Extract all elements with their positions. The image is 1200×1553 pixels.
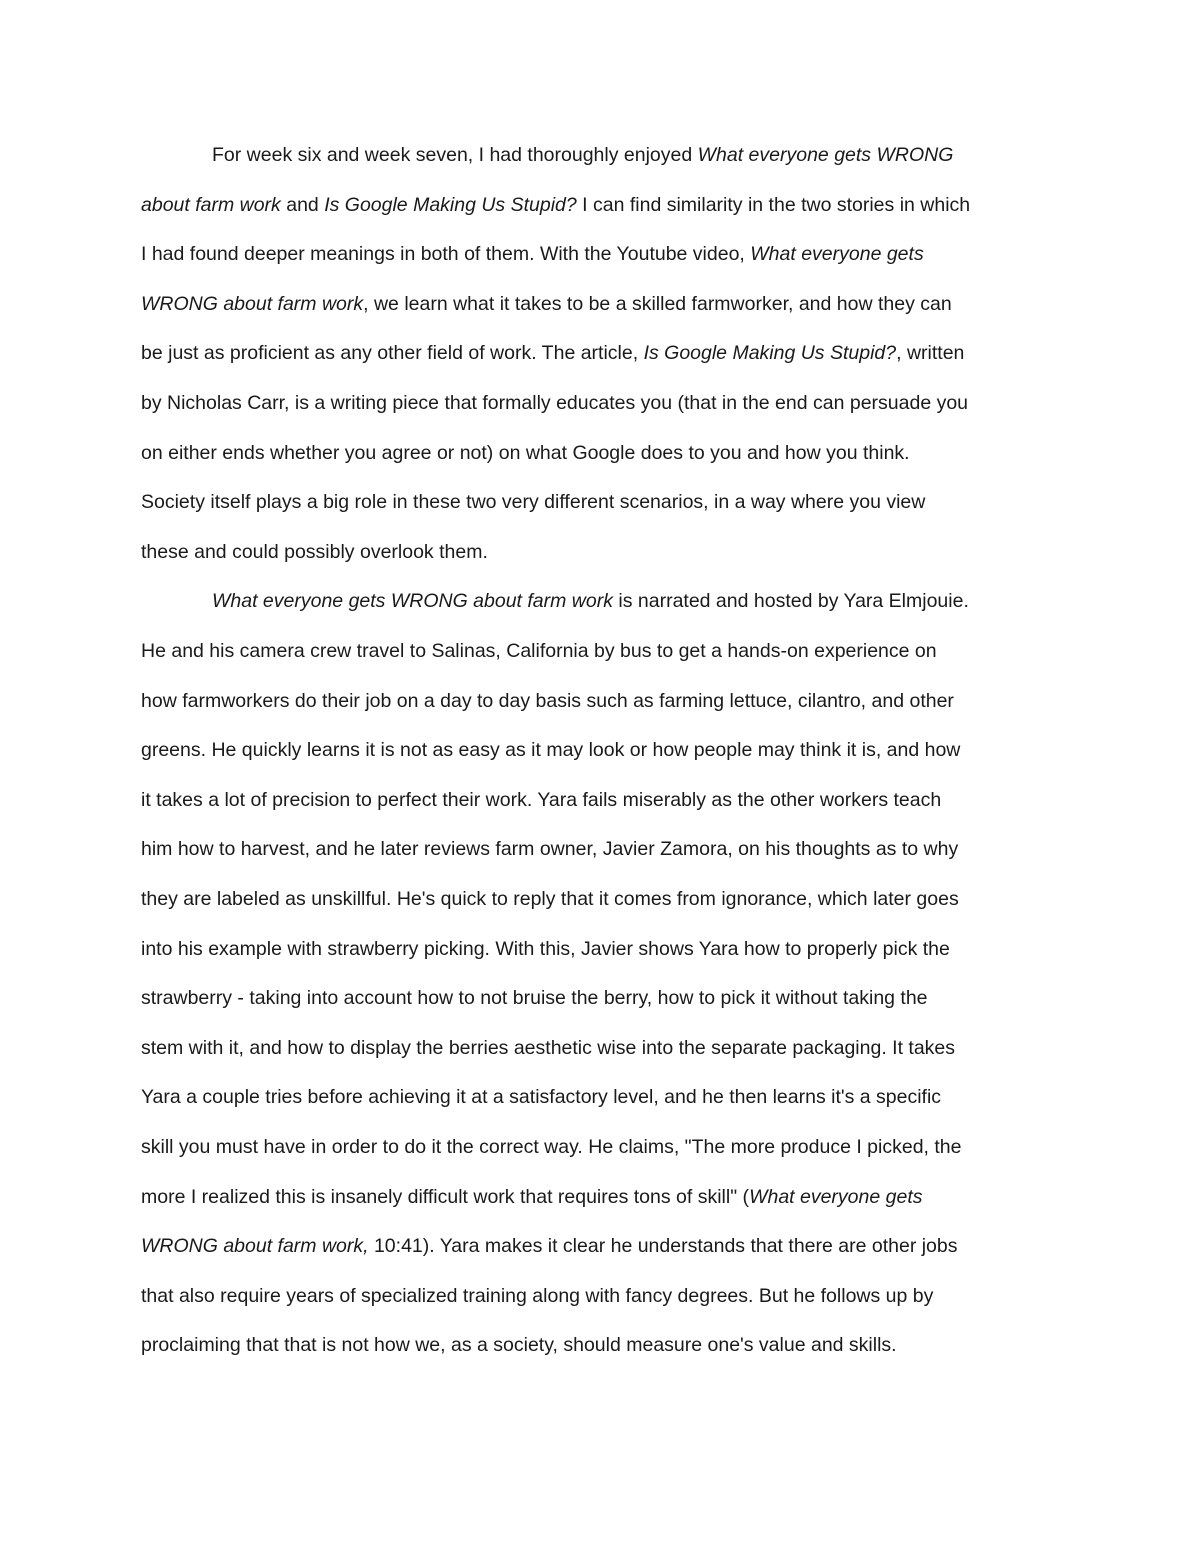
body-text: it takes a lot of precision to perfect their work. Yara fails miserably as the other workers teach [141,788,942,811]
body-text: greens. He quickly learns it is not as easy as it may look or how people may think it is, and how [141,739,961,762]
body-text: skill you must have in order to do it the correct way. He claims, "The more produce I picked, the [141,1136,962,1158]
body-text: be just as proficient as any other field of work. The article, [141,342,644,365]
body-text: by Nicholas Carr, is a writing piece that formally educates you (that in the end can persuade you [141,392,969,414]
body-text: they are labeled as unskillful. He's quick to reply that it comes from ignorance, which later goes [141,888,959,910]
italic-title-text: WRONG about farm work, [141,1235,369,1258]
body-text: I had found deeper meanings in both of them. With the Youtube video, [141,243,751,266]
paragraph-line [141,1085,941,1109]
paragraph-line [141,837,958,861]
body-text: stem with it, and how to display the berries aesthetic wise into the separate packaging. It takes [141,1036,956,1059]
italic-title-text: What everyone gets WRONG [697,144,954,166]
body-text: on either ends whether you agree or not) on what Google does to you and how you think. [141,441,910,464]
paragraph-line [141,1284,933,1308]
body-text: , written [896,342,965,365]
paragraph-line [212,589,969,613]
body-text: 10:41). Yara makes it clear he understands that there are other jobs [368,1235,958,1258]
italic-title-text: What everyone gets [750,243,924,266]
paragraph-line [141,193,970,217]
paragraph-line [141,1185,923,1209]
paragraph-line [141,1333,897,1357]
body-text: I can find similarity in the two stories in which [576,193,971,216]
paragraph-line [141,391,968,415]
body-text: how farmworkers do their job on a day to day basis such as farming lettuce, cilantro, and other [141,689,954,712]
paragraph-line [141,639,937,663]
paragraph-line [141,689,954,713]
body-text: more I realized this is insanely difficult work that requires tons of skill" ( [141,1185,750,1208]
paragraph-line [141,1135,962,1159]
italic-title-text: What everyone gets [749,1185,923,1208]
body-text: He and his camera crew travel to Salinas, California by bus to get a hands-on experience on [141,640,937,662]
italic-title-text: about farm work [141,193,281,216]
paragraph-line [141,788,941,812]
body-text: strawberry - taking into account how to not bruise the berry, how to pick it without taking the [141,987,928,1010]
body-text: and [280,193,325,216]
italic-title-text: Is Google Making Us Stupid? [643,342,897,365]
paragraph-line [141,1234,958,1258]
paragraph-line [212,143,953,167]
paragraph-line [141,292,952,316]
body-text: into his example with strawberry picking. With this, Javier shows Yara how to properly pick the [141,937,950,960]
body-text: , we learn what it takes to be a skilled farmworker, and how they can [363,292,952,315]
paragraph-line [141,242,924,266]
paragraph-line [141,887,959,911]
body-text: him how to harvest, and he later reviews farm owner, Javier Zamora, on his thoughts as to why [141,838,959,861]
italic-title-text: Is Google Making Us Stupid? [324,193,577,216]
paragraph-line [141,738,960,762]
paragraph-line [141,1036,955,1060]
paragraph-line [141,341,964,365]
body-text: proclaiming that that is not how we, as a society, should measure one's value and skills. [141,1334,897,1357]
paragraph-line [141,540,488,564]
paragraph-line [141,490,925,514]
body-text: is narrated and hosted by Yara Elmjouie. [612,590,969,613]
paragraph-line [141,986,928,1010]
italic-title-text: WRONG about farm work [141,292,364,315]
body-text: Society itself plays a big role in these two very different scenarios, in a way where you view [141,491,926,514]
paragraph-line [141,937,950,961]
body-text: that also require years of specialized training along with fancy degrees. But he follows up by [141,1284,934,1307]
paragraph-line [141,441,910,465]
italic-title-text: What everyone gets WRONG about farm work [212,590,613,613]
body-text: these and could possibly overlook them. [141,540,488,563]
body-text: For week six and week seven, I had thoroughly enjoyed [212,144,698,166]
body-text: Yara a couple tries before achieving it at a satisfactory level, and he then learns it's a specific [141,1086,942,1109]
